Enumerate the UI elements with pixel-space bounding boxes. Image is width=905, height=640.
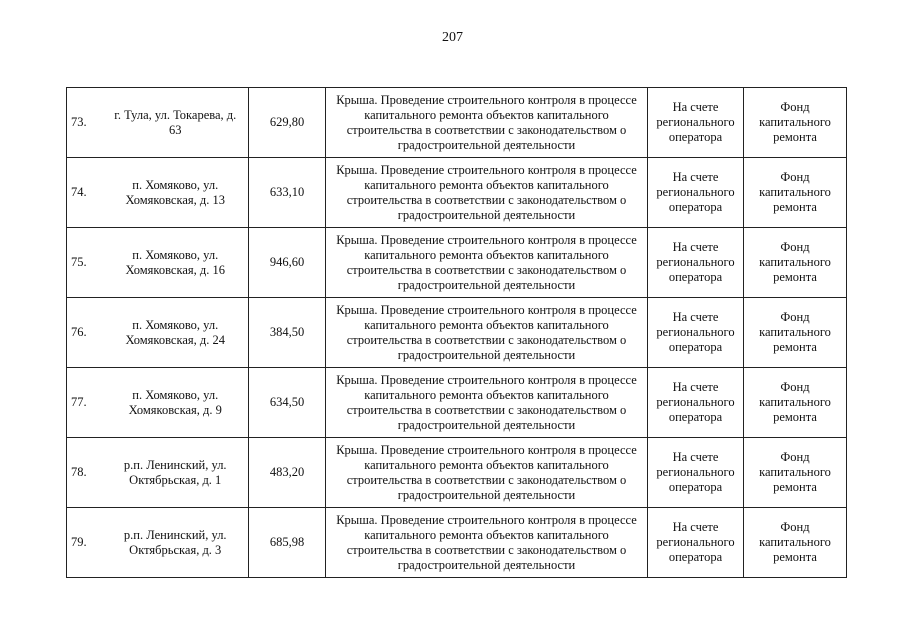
area-cell: 946,60 xyxy=(249,228,326,298)
funding-source-cell: Фонд капитального ремонта xyxy=(744,438,847,508)
row-number: 78. xyxy=(67,438,103,508)
row-number: 76. xyxy=(67,298,103,368)
page-number: 207 xyxy=(442,30,463,45)
row-number: 74. xyxy=(67,158,103,228)
area-cell: 483,20 xyxy=(249,438,326,508)
row-number: 73. xyxy=(67,88,103,158)
work-type-cell: Крыша. Проведение строительного контроля в процессе капитального ремонта объектов капитального строительства в соответствии с законодательством о градостроительной деятельности xyxy=(326,228,648,298)
row-number: 77. xyxy=(67,368,103,438)
table-row xyxy=(67,228,847,298)
address-cell: п. Хомяково, ул. Хомяковская, д. 16 xyxy=(103,228,249,298)
area-cell: 384,50 xyxy=(249,298,326,368)
work-type-cell: Крыша. Проведение строительного контроля в процессе капитального ремонта объектов капитального строительства в соответствии с законодательством о градостроительной деятельности xyxy=(326,508,648,578)
account-method-cell: На счете регионального оператора xyxy=(648,508,744,578)
funding-source-cell: Фонд капитального ремонта xyxy=(744,298,847,368)
table-row xyxy=(67,508,847,578)
funding-source-cell: Фонд капитального ремонта xyxy=(744,88,847,158)
account-method-cell: На счете регионального оператора xyxy=(648,298,744,368)
address-cell: п. Хомяково, ул. Хомяковская, д. 24 xyxy=(103,298,249,368)
address-cell: г. Тула, ул. Токарева, д. 63 xyxy=(103,88,249,158)
address-cell: р.п. Ленинский, ул. Октябрьская, д. 1 xyxy=(103,438,249,508)
table-row xyxy=(67,88,847,158)
funding-source-cell: Фонд капитального ремонта xyxy=(744,158,847,228)
table-row xyxy=(67,368,847,438)
address-cell: п. Хомяково, ул. Хомяковская, д. 13 xyxy=(103,158,249,228)
repair-schedule-table xyxy=(66,87,847,578)
table-row xyxy=(67,438,847,508)
table-row xyxy=(67,158,847,228)
work-type-cell: Крыша. Проведение строительного контроля в процессе капитального ремонта объектов капитального строительства в соответствии с законодательством о градостроительной деятельности xyxy=(326,158,648,228)
account-method-cell: На счете регионального оператора xyxy=(648,228,744,298)
area-cell: 685,98 xyxy=(249,508,326,578)
funding-source-cell: Фонд капитального ремонта xyxy=(744,368,847,438)
row-number: 79. xyxy=(67,508,103,578)
work-type-cell: Крыша. Проведение строительного контроля в процессе капитального ремонта объектов капитального строительства в соответствии с законодательством о градостроительной деятельности xyxy=(326,438,648,508)
funding-source-cell: Фонд капитального ремонта xyxy=(744,508,847,578)
funding-source-cell: Фонд капитального ремонта xyxy=(744,228,847,298)
work-type-cell: Крыша. Проведение строительного контроля в процессе капитального ремонта объектов капитального строительства в соответствии с законодательством о градостроительной деятельности xyxy=(326,368,648,438)
table-row xyxy=(67,298,847,368)
account-method-cell: На счете регионального оператора xyxy=(648,88,744,158)
work-type-cell: Крыша. Проведение строительного контроля в процессе капитального ремонта объектов капитального строительства в соответствии с законодательством о градостроительной деятельности xyxy=(326,88,648,158)
row-number: 75. xyxy=(67,228,103,298)
account-method-cell: На счете регионального оператора xyxy=(648,438,744,508)
area-cell: 634,50 xyxy=(249,368,326,438)
area-cell: 629,80 xyxy=(249,88,326,158)
address-cell: п. Хомяково, ул. Хомяковская, д. 9 xyxy=(103,368,249,438)
area-cell: 633,10 xyxy=(249,158,326,228)
account-method-cell: На счете регионального оператора xyxy=(648,158,744,228)
work-type-cell: Крыша. Проведение строительного контроля в процессе капитального ремонта объектов капитального строительства в соответствии с законодательством о градостроительной деятельности xyxy=(326,298,648,368)
address-cell: р.п. Ленинский, ул. Октябрьская, д. 3 xyxy=(103,508,249,578)
account-method-cell: На счете регионального оператора xyxy=(648,368,744,438)
